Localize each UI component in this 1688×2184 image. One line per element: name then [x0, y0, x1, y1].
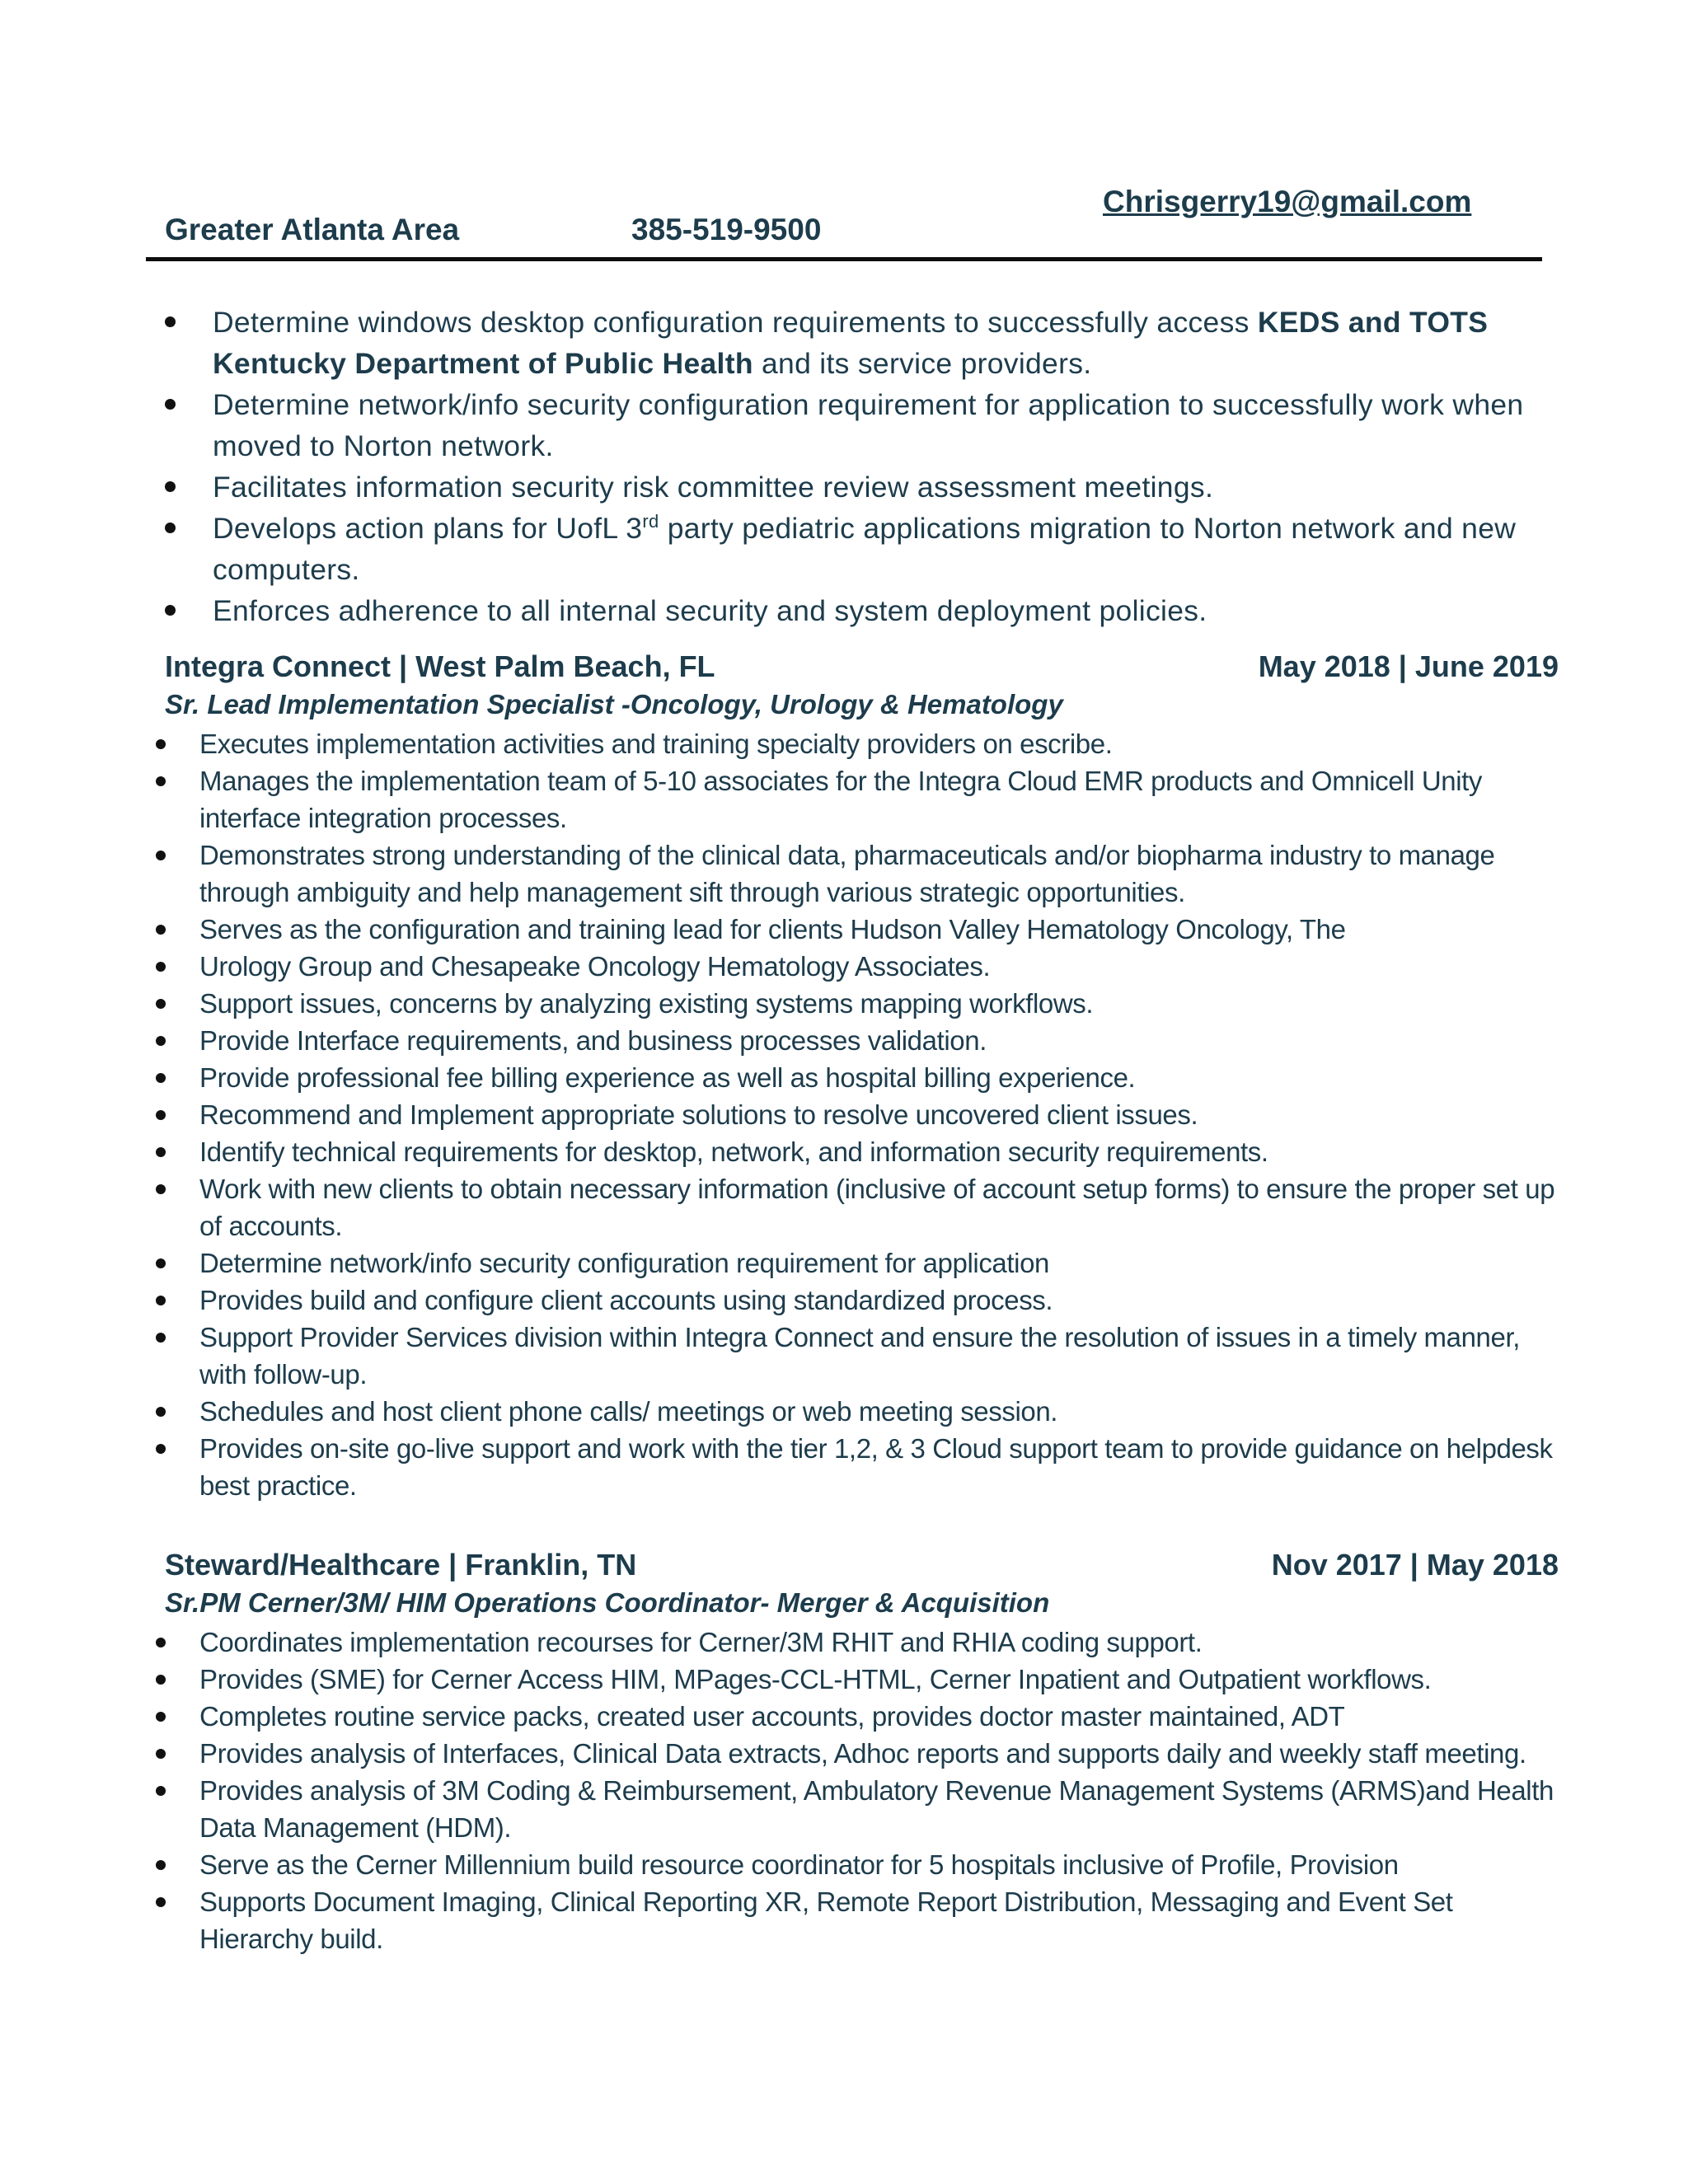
contact-header [0, 0, 1688, 264]
location-text: Greater Atlanta Area [165, 213, 460, 246]
list-item: Provides build and configure client accounts using standardized process. [148, 1282, 1566, 1319]
phone-number: 385-519-9500 [631, 213, 822, 246]
job-header [148, 1548, 1566, 1586]
list-item: Completes routine service packs, created user accounts, provides doctor master maintained, ADT [148, 1698, 1566, 1735]
job-bullet-list [148, 1624, 1566, 1957]
job-steward-healthcare [148, 1548, 1566, 1957]
list-item: Schedules and host client phone calls/ meetings or web meeting session. [148, 1393, 1566, 1430]
list-item: Enforces adherence to all internal security and system deployment policies. [165, 590, 1550, 631]
intro-bullet-list [165, 302, 1550, 631]
job-dates: Nov 2017 | May 2018 [1271, 1548, 1559, 1582]
list-item: Support Provider Services division within Integra Connect and ensure the resolution of issues in a timely manner, with follow-up. [148, 1319, 1566, 1393]
job-company: Integra Connect | West Palm Beach, FL [165, 649, 715, 683]
list-item: Work with new clients to obtain necessary information (inclusive of account setup forms) to ensure the proper set up of accounts. [148, 1170, 1566, 1244]
header-divider [146, 257, 1542, 261]
list-item: Provide professional fee billing experience as well as hospital billing experience. [148, 1059, 1566, 1096]
list-item: Support issues, concerns by analyzing existing systems mapping workflows. [148, 985, 1566, 1022]
list-item: Recommend and Implement appropriate solutions to resolve uncovered client issues. [148, 1096, 1566, 1133]
list-item: Executes implementation activities and training specialty providers on escribe. [148, 725, 1566, 762]
job-header [148, 649, 1566, 687]
list-item: Determine network/info security configuration requirement for application to successfully work when moved to Norton network. [165, 384, 1550, 466]
job-integra-connect [148, 649, 1566, 1504]
job-title: Sr.PM Cerner/3M/ HIM Operations Coordinator- Merger & Acquisition [165, 1587, 1050, 1618]
list-item: Manages the implementation team of 5-10 associates for the Integra Cloud EMR products and Omnicell Unity interface integration processes. [148, 762, 1566, 837]
list-item: Provides on-site go-live support and work with the tier 1,2, & 3 Cloud support team to provide guidance on helpdesk best practice. [148, 1430, 1566, 1504]
job-company: Steward/Healthcare | Franklin, TN [165, 1548, 637, 1582]
list-item: Identify technical requirements for desktop, network, and information security requirements. [148, 1133, 1566, 1170]
job-title: Sr. Lead Implementation Specialist -Oncology, Urology & Hematology [165, 689, 1063, 719]
job-bullet-list [148, 725, 1566, 1504]
list-item: Determine windows desktop configuration requirements to successfully access KEDS and TOTS Kentucky Department of Public Health and its service providers. [165, 302, 1550, 384]
list-item: Provides (SME) for Cerner Access HIM, MPages-CCL-HTML, Cerner Inpatient and Outpatient workflows. [148, 1661, 1566, 1698]
list-item: Urology Group and Chesapeake Oncology Hematology Associates. [148, 948, 1566, 985]
list-item: Serves as the configuration and training lead for clients Hudson Valley Hematology Oncology, The [148, 911, 1566, 948]
list-item: Provide Interface requirements, and business processes validation. [148, 1022, 1566, 1059]
list-item: Facilitates information security risk committee review assessment meetings. [165, 466, 1550, 508]
job-dates: May 2018 | June 2019 [1258, 649, 1559, 683]
list-item: Coordinates implementation recourses for Cerner/3M RHIT and RHIA coding support. [148, 1624, 1566, 1661]
list-item: Provides analysis of Interfaces, Clinical Data extracts, Adhoc reports and supports daily and weekly staff meeting. [148, 1735, 1566, 1772]
list-item: Determine network/info security configuration requirement for application [148, 1244, 1566, 1282]
email-link[interactable]: Chrisgerry19@gmail.com [1103, 185, 1472, 218]
list-item: Provides analysis of 3M Coding & Reimbursement, Ambulatory Revenue Management Systems (ARMS)and Health Data Management (HDM). [148, 1772, 1566, 1846]
list-item: Develops action plans for UofL 3rd party pediatric applications migration to Norton network and new computers. [165, 508, 1550, 590]
list-item: Demonstrates strong understanding of the clinical data, pharmaceuticals and/or biopharma industry to manage through ambiguity and help management sift through various strategic opportunities. [148, 837, 1566, 911]
list-item: Serve as the Cerner Millennium build resource coordinator for 5 hospitals inclusive of Profile, Provision [148, 1846, 1566, 1883]
list-item: Supports Document Imaging, Clinical Reporting XR, Remote Report Distribution, Messaging and Event Set Hierarchy build. [148, 1883, 1566, 1957]
